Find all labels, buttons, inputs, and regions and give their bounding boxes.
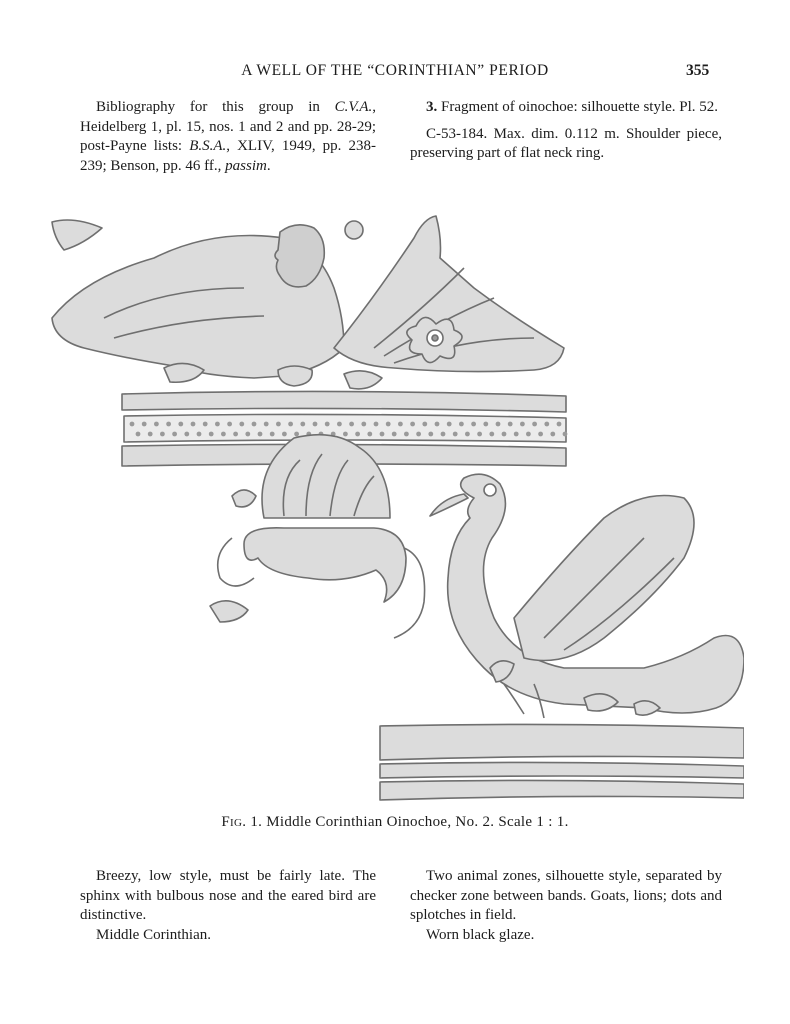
entry-details: C-53-184. Max. dim. 0.112 m. Shoulder piece, preserving part of flat neck ring.: [410, 125, 722, 162]
checker-dot: [514, 432, 519, 437]
checker-dot: [477, 432, 482, 437]
checker-dot: [300, 422, 305, 427]
checker-dot: [282, 432, 287, 437]
bib-cva: C.V.A.: [334, 99, 373, 115]
checker-dot: [227, 422, 232, 427]
checker-dot: [398, 422, 403, 427]
checker-dot: [325, 422, 330, 427]
checker-dot: [172, 432, 177, 437]
checker-dot: [422, 422, 427, 427]
checker-dot: [349, 422, 354, 427]
checker-dot: [496, 422, 501, 427]
bib-passim: passim: [225, 157, 267, 174]
checker-dot: [550, 432, 555, 437]
checker-dot: [459, 422, 464, 427]
checker-dot: [184, 432, 189, 437]
checker-dot: [416, 432, 421, 437]
bib-text-7: .: [266, 157, 271, 174]
checker-dot: [483, 422, 488, 427]
checker-dot: [410, 422, 415, 427]
commentary-period: Middle Corinthian.: [96, 926, 211, 943]
checker-dot: [209, 432, 214, 437]
description-zones: Two animal zones, silhouette style, separated by checker zone between bands. Goats, lions; dots and splotches in field.: [410, 868, 722, 924]
description-glaze: Worn black glaze.: [426, 926, 535, 943]
checker-dot: [258, 432, 263, 437]
lower-frieze-bands: [380, 724, 744, 800]
checker-dot: [294, 432, 299, 437]
figure-caption: [0, 814, 790, 831]
checker-dot: [563, 432, 568, 437]
bib-bsa: B.S.A.: [189, 138, 227, 155]
checker-dot: [178, 422, 183, 427]
checker-dot: [154, 422, 159, 427]
checker-dot: [367, 432, 372, 437]
figure-oinochoe-drawing: [44, 198, 744, 808]
checker-dot: [355, 432, 360, 437]
description-paragraph: [410, 867, 722, 945]
checker-dot: [489, 432, 494, 437]
checker-dot: [337, 422, 342, 427]
checker-dot: [557, 422, 562, 427]
caption-prefix: Fig.: [221, 814, 247, 830]
bird-figure: [430, 474, 744, 718]
sphinx-figure: [52, 216, 564, 378]
checker-dot: [160, 432, 165, 437]
checker-dot: [215, 422, 220, 427]
checker-dot: [435, 422, 440, 427]
commentary-style: Breezy, low style, must be fairly late. The sphinx with bulbous nose and the eared bird are distinctive.: [80, 868, 376, 924]
bib-text-5: , XLIV, 1949, pp. 238-239; Benson, pp. 46 ff.,: [80, 138, 376, 174]
checker-dot: [447, 422, 452, 427]
checker-dot: [239, 422, 244, 427]
entry-heading: Fragment of oinochoe: silhouette style. Pl. 52.: [437, 99, 719, 115]
checker-dot: [361, 422, 366, 427]
checker-dot: [252, 422, 257, 427]
checker-dot: [544, 422, 549, 427]
bib-text-1: Bibliography for this group in: [96, 99, 335, 115]
checker-dot: [136, 432, 141, 437]
checker-dot: [526, 432, 531, 437]
checker-dot: [276, 422, 281, 427]
caption-text: 1. Middle Corinthian Oinochoe, No. 2. Scale 1 : 1.: [246, 814, 569, 830]
checker-dot: [404, 432, 409, 437]
running-title: A WELL OF THE “CORINTHIAN” PERIOD: [241, 62, 549, 79]
checker-dot: [148, 432, 153, 437]
drawing-svg: [44, 198, 744, 808]
checker-dot: [343, 432, 348, 437]
checker-dot: [270, 432, 275, 437]
checker-dot: [264, 422, 269, 427]
checker-dot: [374, 422, 379, 427]
checker-dot: [197, 432, 202, 437]
page-number: 355: [686, 62, 710, 79]
checker-dot: [428, 432, 433, 437]
commentary-paragraph: [80, 867, 376, 945]
bib-text-3: , Heidelberg 1, pl. 15, nos. 1 and 2 and pp. 28-29; post-Payne lists:: [80, 99, 376, 155]
checker-dot: [233, 432, 238, 437]
checker-dot: [471, 422, 476, 427]
checker-dot: [221, 432, 226, 437]
catalogue-entry-3: [410, 98, 722, 164]
checker-dot: [508, 422, 513, 427]
checker-dot: [313, 422, 318, 427]
checker-dot: [130, 422, 135, 427]
checker-dot: [142, 422, 147, 427]
checker-dot: [465, 432, 470, 437]
bibliography-paragraph: [80, 98, 376, 176]
checker-dot: [191, 422, 196, 427]
checker-dot: [380, 432, 385, 437]
checker-dot: [520, 422, 525, 427]
checker-dot: [288, 422, 293, 427]
checker-dot: [386, 422, 391, 427]
entry-number: 3.: [426, 99, 438, 115]
checker-dot: [392, 432, 397, 437]
checker-dot: [453, 432, 458, 437]
checker-dot: [532, 422, 537, 427]
checker-dot: [502, 432, 507, 437]
checker-dot: [166, 422, 171, 427]
checker-dot: [245, 432, 250, 437]
checker-dot: [538, 432, 543, 437]
checker-dot: [441, 432, 446, 437]
checker-dot: [203, 422, 208, 427]
